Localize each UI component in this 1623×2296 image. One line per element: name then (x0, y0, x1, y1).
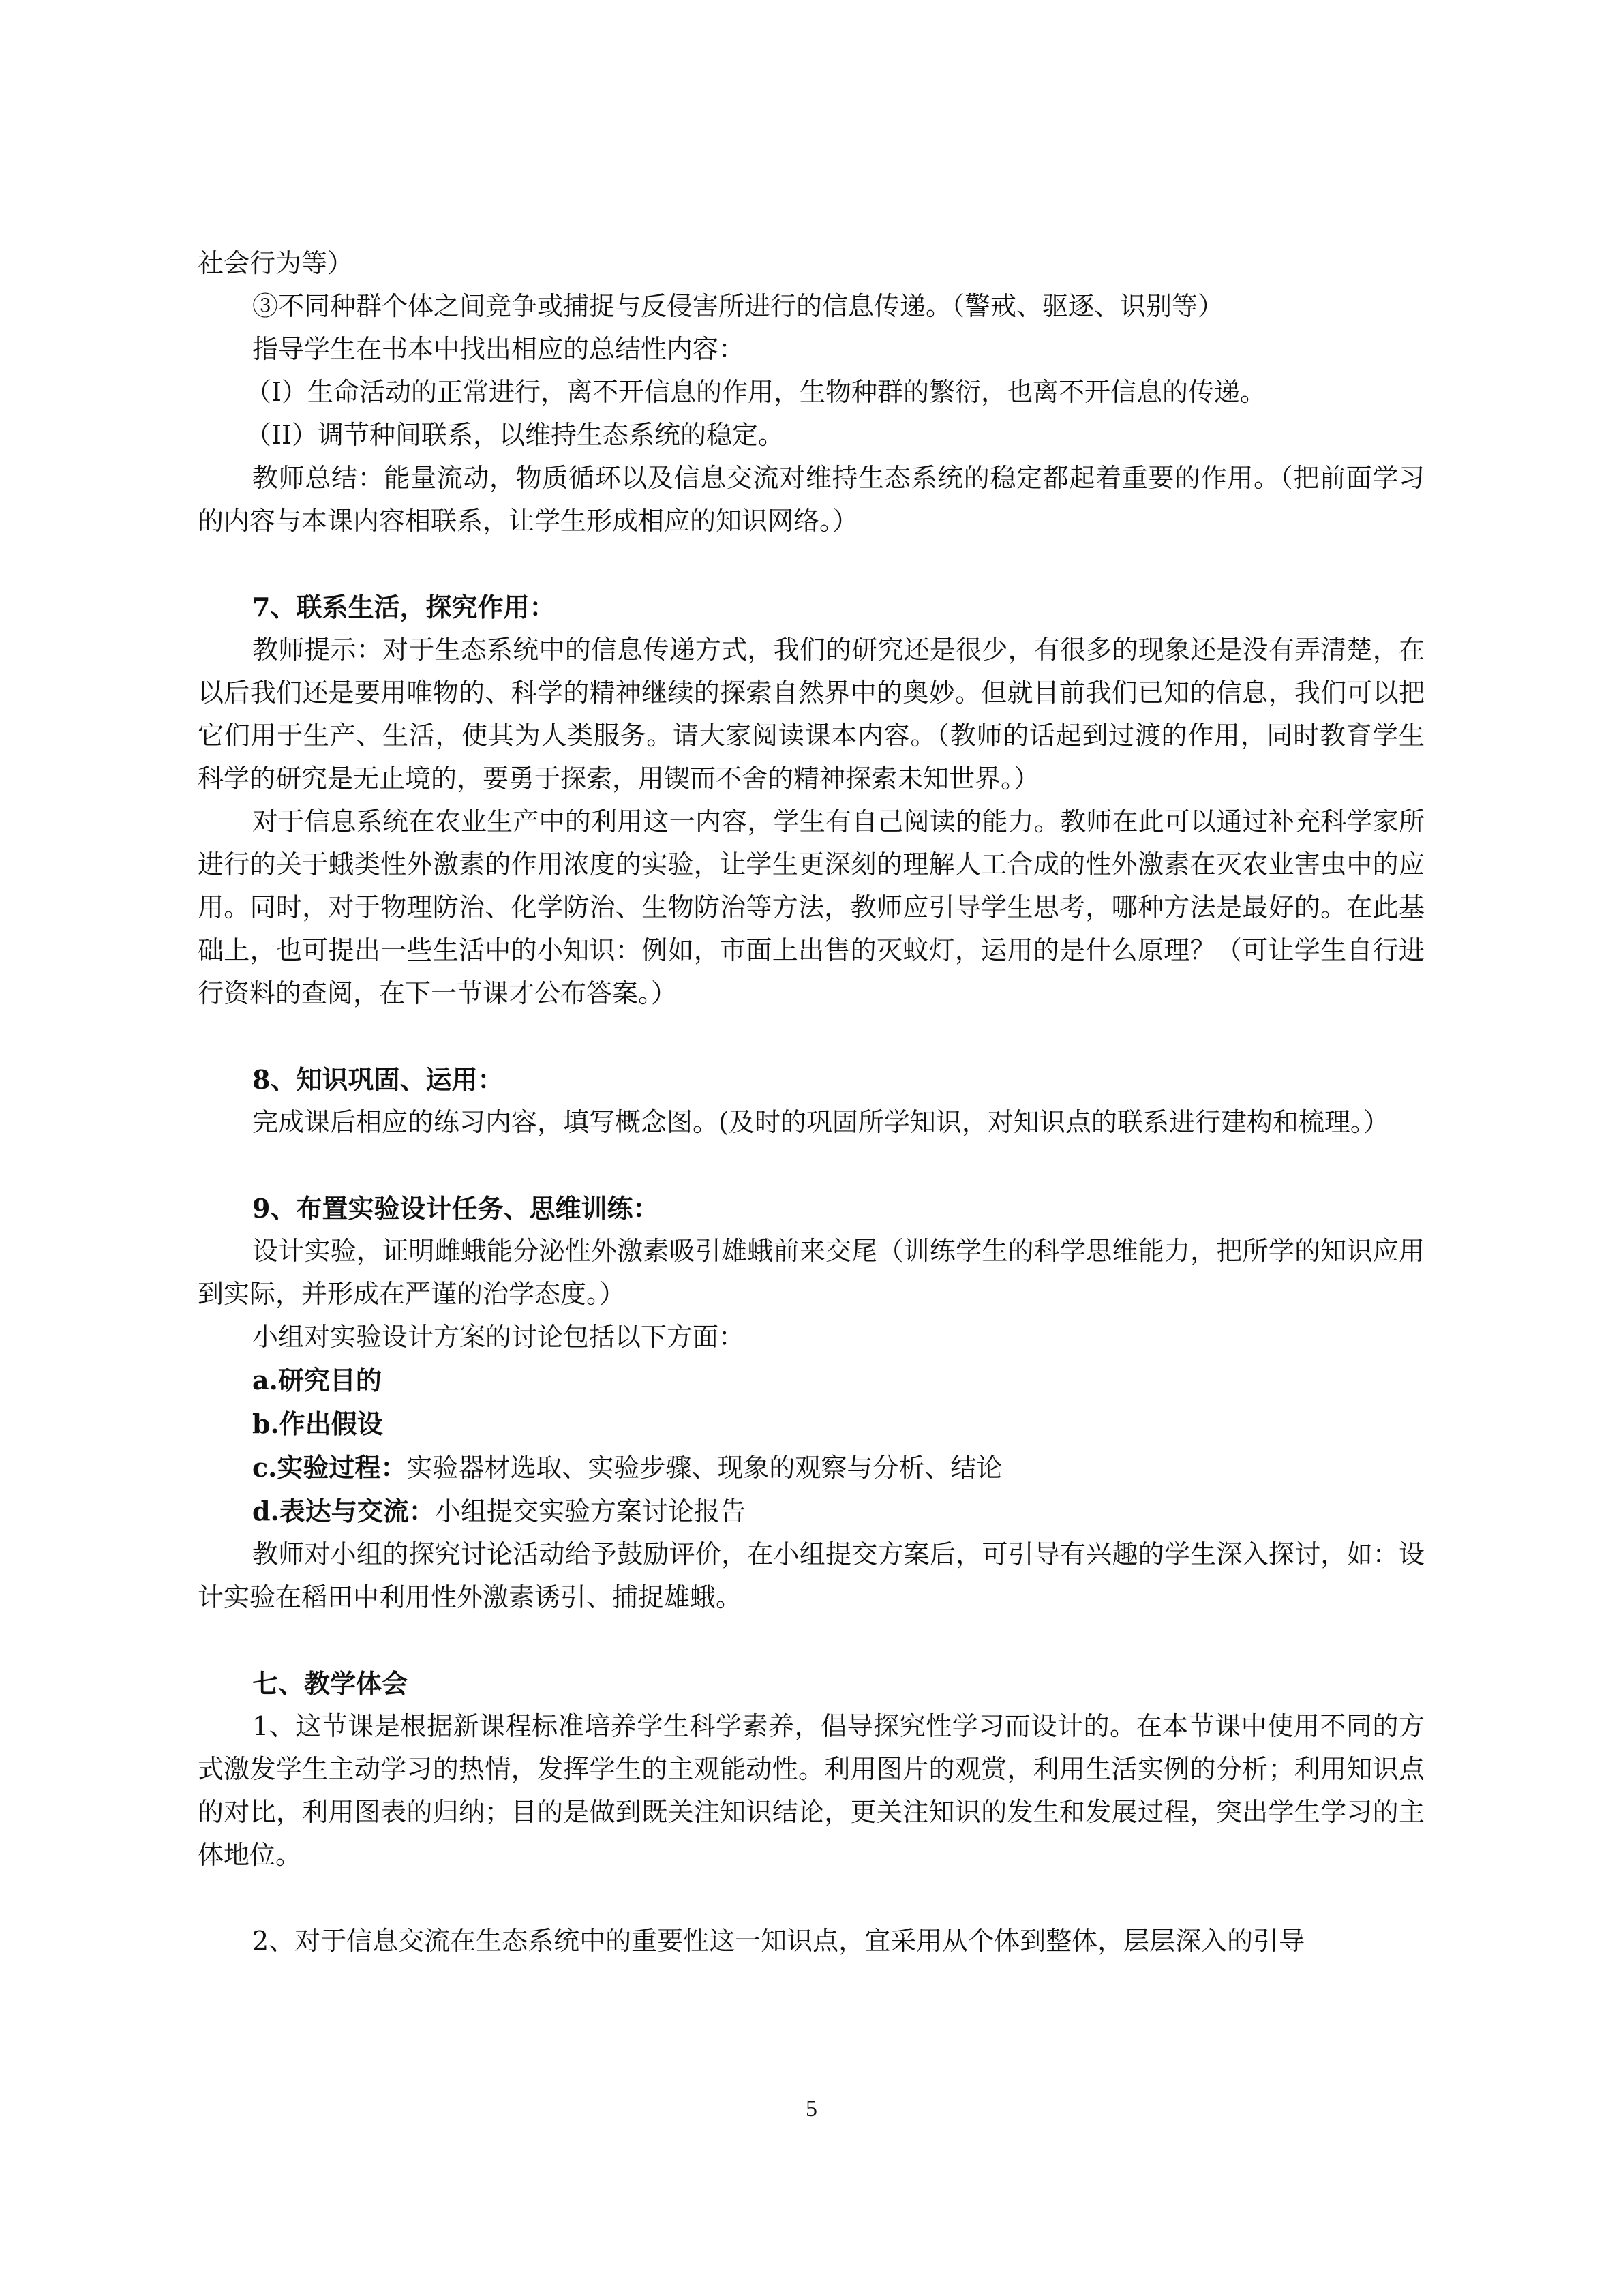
section-9-paragraph-3: 教师对小组的探究讨论活动给予鼓励评价，在小组提交方案后，可引导有兴趣的学生深入探讨，如：设计实验在稻田中利用性外激素诱引、捕捉雄蛾。 (198, 1539, 1425, 1612)
section-8-paragraph: 完成课后相应的练习内容，填写概念图。(及时的巩固所学知识，对知识点的联系进行建构和梳理。） (252, 1107, 1389, 1137)
guide-paragraph: 指导学生在书本中找出相应的总结性内容： (252, 334, 745, 364)
item-c-label: c.实验过程： (252, 1452, 407, 1483)
paragraph-continuation: 社会行为等） (198, 248, 354, 278)
summary-point-2: （II）调节种间联系，以维持生态系统的稳定。 (245, 420, 785, 450)
section-vii-paragraph-1: 1、这节课是根据新课程标准培养学生科学素养，倡导探究性学习而设计的。在本节课中使用不同的方式激发学生主动学习的热情，发挥学生的主观能动性。利用图片的观赏，利用生活实例的分析；利用知识点的对比，利用图表的归纳；目的是做到既关注知识结论，更关注知识的发生和发展过程，突出学生学习的主体地位。 (198, 1711, 1425, 1870)
section-vii-paragraph-2: 2、对于信息交流在生态系统中的重要性这一知识点，宜采用从个体到整体，层层深入的引导 (252, 1926, 1305, 1956)
section-9-paragraph-1: 设计实验，证明雌蛾能分泌性外激素吸引雄蛾前来交尾（训练学生的科学思维能力，把所学的知识应用到实际，并形成在严谨的治学态度。） (198, 1236, 1425, 1309)
list-item-3: ③不同种群个体之间竞争或捕捉与反侵害所进行的信息传递。（警戒、驱逐、识别等） (252, 291, 1224, 321)
page-number: 5 (806, 2096, 817, 2121)
section-9-paragraph-2: 小组对实验设计方案的讨论包括以下方面： (252, 1322, 745, 1352)
section-7-paragraph-2: 对于信息系统在农业生产中的利用这一内容，学生有自己阅读的能力。教师在此可以通过补充科学家所进行的关于蛾类性外激素的作用浓度的实验，让学生更深刻的理解人工合成的性外激素在灭农业害虫中的应用。同时，对于物理防治、化学防治、生物防治等方法，教师应引导学生思考，哪种方法是最好的。在此基础上，也可提出一些生活中的小知识：例如，市面上出售的灭蚊灯，运用的是什么原理？（可让学生自行进行资料的查阅，在下一节课才公布答案。） (198, 806, 1425, 1008)
section-8-heading: 8、知识巩固、运用： (252, 1064, 504, 1095)
document-body (198, 242, 1425, 1963)
section-7-paragraph-1: 教师提示：对于生态系统中的信息传递方式，我们的研究还是很少，有很多的现象还是没有弄清楚，在以后我们还是要用唯物的、科学的精神继续的探索自然界中的奥妙。但就目前我们已知的信息，我们可以把它们用于生产、生活，使其为人类服务。请大家阅读课本内容。（教师的话起到过渡的作用，同时教育学生科学的研究是无止境的，要勇于探索，用锲而不舍的精神探索未知世界。） (198, 635, 1425, 794)
item-d-label: d.表达与交流： (252, 1496, 435, 1526)
section-vii-heading: 七、教学体会 (252, 1668, 408, 1699)
summary-point-1: （I）生命活动的正常进行，离不开信息的作用，生物种群的繁衍，也离不开信息的传递。 (245, 377, 1266, 407)
item-d-text: 小组提交实验方案讨论报告 (434, 1496, 746, 1526)
list-item-b (198, 1402, 1425, 1446)
list-item-c (198, 1446, 1425, 1490)
item-c-text: 实验器材选取、实验步骤、现象的观察与分析、结论 (406, 1453, 1003, 1483)
item-a-text: a.研究目的 (252, 1365, 382, 1395)
section-7-heading: 7、联系生活，探究作用： (252, 592, 556, 622)
item-b-text: b.作出假设 (252, 1408, 383, 1439)
teacher-summary: 教师总结：能量流动，物质循环以及信息交流对维持生态系统的稳定都起着重要的作用。（把前面学习的内容与本课内容相联系，让学生形成相应的知识网络。） (198, 463, 1425, 536)
section-9-heading: 9、布置实验设计任务、思维训练： (252, 1193, 659, 1224)
list-item-d (198, 1490, 1425, 1533)
list-item-a (198, 1359, 1425, 1402)
